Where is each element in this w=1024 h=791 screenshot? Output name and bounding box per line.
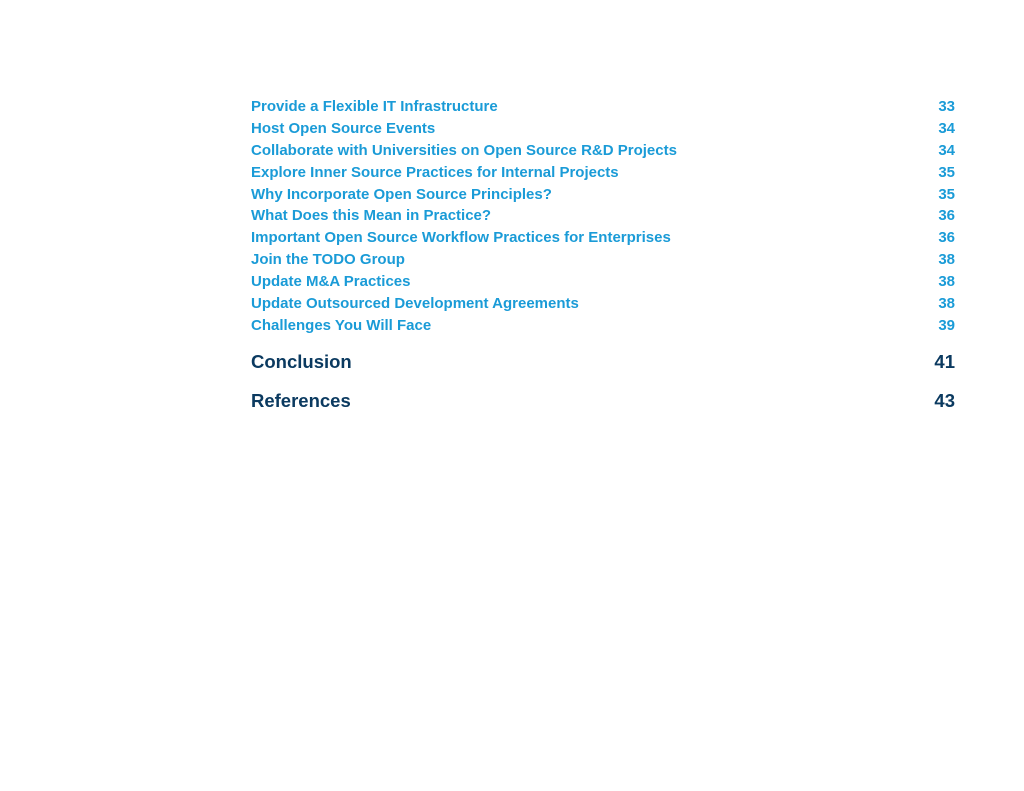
toc-entry-title[interactable]: Host Open Source Events xyxy=(251,119,436,137)
toc-section-page[interactable]: 43 xyxy=(934,389,955,411)
toc-entry-page[interactable]: 35 xyxy=(938,185,955,203)
toc-entry-page[interactable]: 39 xyxy=(938,316,955,334)
toc-entry-page[interactable]: 33 xyxy=(938,98,955,115)
toc-entry-title[interactable]: Important Open Source Workflow Practices for Enterprises xyxy=(251,229,671,247)
toc-entry-title[interactable]: Collaborate with Universities on Open Source R&D Projects xyxy=(251,141,677,159)
toc-entry-title[interactable]: Update Outsourced Development Agreements xyxy=(251,295,579,313)
toc-entry-why-principles[interactable] xyxy=(251,184,955,206)
toc-section-title[interactable]: Conclusion xyxy=(251,350,352,372)
toc-entry-page[interactable]: 34 xyxy=(938,119,955,137)
toc-entry-inner-source[interactable] xyxy=(251,162,955,184)
toc-entry-title[interactable]: Join the TODO Group xyxy=(251,251,405,269)
toc-section-title[interactable]: References xyxy=(251,389,351,411)
toc-entry-in-practice[interactable] xyxy=(251,205,955,227)
toc-entry-title[interactable]: What Does this Mean in Practice? xyxy=(251,207,492,225)
toc-entry-flexible-it[interactable] xyxy=(251,96,955,118)
toc-entry-conclusion[interactable] xyxy=(251,350,955,374)
toc-entry-host-events[interactable] xyxy=(251,118,955,140)
toc-entry-page[interactable]: 36 xyxy=(938,229,955,247)
toc-entry-title[interactable]: Provide a Flexible IT Infrastructure xyxy=(251,98,498,115)
toc-entry-references[interactable] xyxy=(251,389,955,413)
toc-entry-title[interactable]: Update M&A Practices xyxy=(251,273,411,291)
toc-entry-title[interactable]: Why Incorporate Open Source Principles? xyxy=(251,185,552,203)
toc-entry-universities[interactable] xyxy=(251,140,955,162)
toc-entry-title[interactable]: Explore Inner Source Practices for Internal Projects xyxy=(251,163,619,181)
toc-entry-page[interactable]: 35 xyxy=(938,163,955,181)
toc-section-page[interactable]: 41 xyxy=(934,350,955,372)
toc-entry-page[interactable]: 38 xyxy=(938,273,955,291)
toc-entry-challenges[interactable] xyxy=(251,315,955,337)
toc-entry-page[interactable]: 38 xyxy=(938,295,955,313)
toc-entry-ma-practices[interactable] xyxy=(251,271,955,293)
toc-entry-page[interactable]: 38 xyxy=(938,251,955,269)
toc-entry-page[interactable]: 36 xyxy=(938,207,955,225)
toc-entry-title[interactable]: Challenges You Will Face xyxy=(251,316,432,334)
toc-entry-page[interactable]: 34 xyxy=(938,141,955,159)
toc-entry-outsourced-agreements[interactable] xyxy=(251,293,955,315)
toc-entry-workflow-practices[interactable] xyxy=(251,227,955,249)
table-of-contents xyxy=(251,96,955,413)
toc-entry-todo-group[interactable] xyxy=(251,249,955,271)
